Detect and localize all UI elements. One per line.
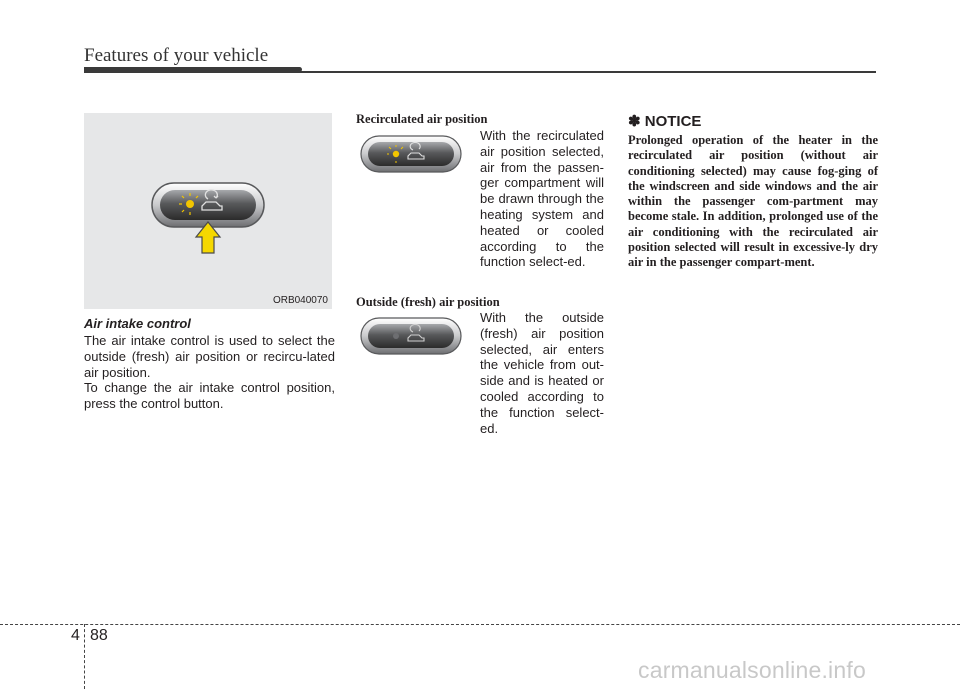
indicator-light-off-icon	[393, 333, 399, 339]
chapter-number: 4	[71, 627, 80, 644]
air-intake-figure	[84, 113, 332, 309]
section-heading: Air intake control	[84, 316, 191, 331]
outside-button-image	[360, 316, 464, 361]
intro-paragraph: The air intake control is used to select the outside (fresh) air position or recircu-lated air position.	[84, 333, 335, 380]
recirculated-heading: Recirculated air position	[356, 112, 488, 126]
notice-title: ✽ NOTICE	[628, 113, 702, 130]
outside-heading: Outside (fresh) air position	[356, 295, 500, 309]
footer-rule	[0, 624, 960, 625]
figure-code: ORB040070	[272, 295, 328, 306]
notice-body: Prolonged operation of the heater in the recirculated air position (without air conditioning selected) may cause fog-ging of the windscreen and side windows and the air within the passenger com-partment may become stale. In addition, prolonged use of the air conditioning with the recirculated air position selected will result in excessive-ly dry air in the passenger compart-ment.	[628, 133, 878, 270]
recirculated-description: With the recirculated air position selected, air from the passen-ger compartment will be drawn through the heating system and heated or cooled according to the function select-ed.	[480, 128, 604, 270]
page-header-title: Features of your vehicle	[84, 45, 269, 66]
watermark: carmanualsonline.info	[638, 657, 866, 683]
page-number: 88	[90, 627, 108, 644]
instruction-paragraph: To change the air intake control position, press the control button.	[84, 380, 335, 411]
outside-description: With the outside (fresh) air position selected, air enters the vehicle from out-side and is heated or cooled according to the function select-ed.	[480, 310, 604, 436]
air-intake-button-illustration	[84, 113, 332, 309]
footer-divider	[84, 624, 85, 689]
recirculated-button-image	[360, 134, 464, 179]
header-rule-accent	[84, 67, 302, 72]
